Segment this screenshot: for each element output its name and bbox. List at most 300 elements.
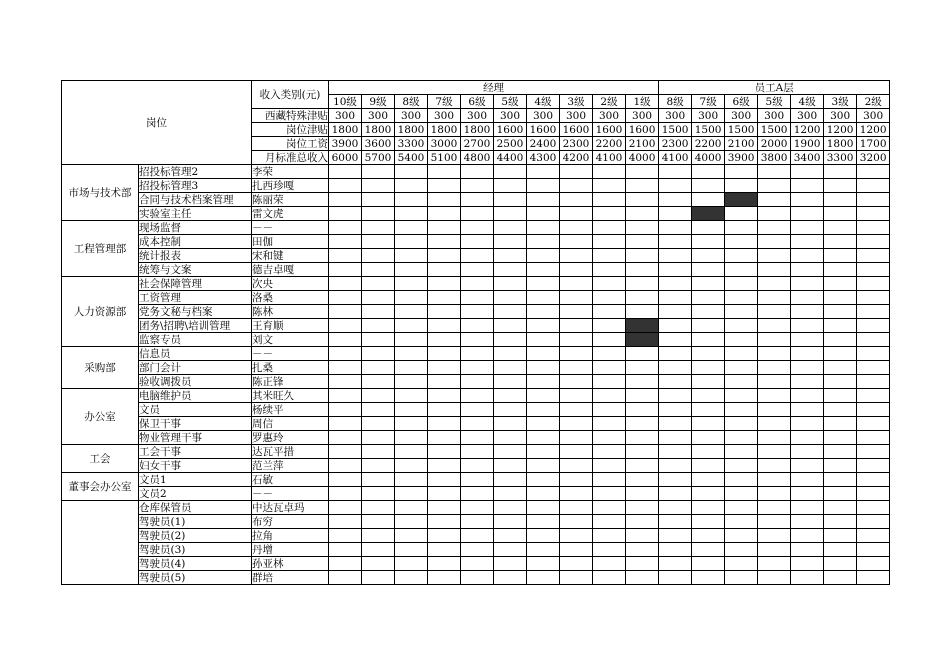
- grade-cell: [560, 333, 593, 347]
- pay-value: 300: [692, 109, 725, 123]
- grade-cell: [329, 431, 362, 445]
- pay-value: 3900: [725, 151, 758, 165]
- grade-cell: [593, 557, 626, 571]
- grade-cell: [428, 333, 461, 347]
- staff-row: [62, 543, 890, 557]
- grade-cell: [725, 165, 758, 179]
- grade-cell: [758, 543, 791, 557]
- grade-cell: [626, 221, 659, 235]
- grade-cell: [560, 193, 593, 207]
- grade-cell: [758, 249, 791, 263]
- grade-cell: [461, 207, 494, 221]
- grade-cell: [692, 417, 725, 431]
- grade-cell: [329, 459, 362, 473]
- grade-cell: [494, 291, 527, 305]
- grade-cell: [461, 529, 494, 543]
- grade-cell: [824, 291, 857, 305]
- grade-cell: [329, 235, 362, 249]
- grade-cell: [791, 263, 824, 277]
- grade-cell: [791, 417, 824, 431]
- position-name: 仓库保管员: [139, 501, 252, 515]
- pay-value: 300: [791, 109, 824, 123]
- grade-cell: [758, 221, 791, 235]
- grade-cell: [692, 347, 725, 361]
- pay-value: 4200: [560, 151, 593, 165]
- grade-cell: [593, 319, 626, 333]
- grade-cell: [791, 375, 824, 389]
- grade-cell: [725, 263, 758, 277]
- grade-cell: [857, 319, 890, 333]
- level-header: 10级: [329, 95, 362, 109]
- grade-cell: [857, 235, 890, 249]
- grade-cell: [791, 403, 824, 417]
- grade-cell: [626, 445, 659, 459]
- grade-cell: [527, 403, 560, 417]
- level-header: 7级: [692, 95, 725, 109]
- grade-cell: [395, 445, 428, 459]
- grade-cell: [725, 403, 758, 417]
- grade-cell: [692, 319, 725, 333]
- grade-cell: [758, 473, 791, 487]
- grade-cell: [527, 277, 560, 291]
- grade-cell: [824, 417, 857, 431]
- person-name: 范兰萍: [252, 459, 329, 473]
- grade-cell: [659, 571, 692, 585]
- grade-cell: [329, 179, 362, 193]
- grade-cell: [857, 179, 890, 193]
- grade-cell: [725, 361, 758, 375]
- grade-cell: [494, 459, 527, 473]
- department-name: 工程管理部: [62, 221, 139, 277]
- grade-cell: [428, 501, 461, 515]
- pay-value: 1800: [824, 137, 857, 151]
- grade-cell: [725, 375, 758, 389]
- grade-cell: [725, 501, 758, 515]
- staff-row: [62, 291, 890, 305]
- grade-cell: [428, 165, 461, 179]
- level-header: 2级: [593, 95, 626, 109]
- grade-cell: [560, 515, 593, 529]
- grade-cell: [428, 473, 461, 487]
- position-name: 成本控制: [139, 235, 252, 249]
- grade-cell: [857, 221, 890, 235]
- grade-cell: [362, 571, 395, 585]
- pay-value: 5100: [428, 151, 461, 165]
- grade-cell: [494, 235, 527, 249]
- grade-cell: [857, 193, 890, 207]
- grade-cell: [362, 277, 395, 291]
- grade-cell: [527, 235, 560, 249]
- grade-cell: [428, 529, 461, 543]
- grade-cell: [824, 529, 857, 543]
- grade-cell: [758, 459, 791, 473]
- position-name: 驾驶员(3): [139, 543, 252, 557]
- grade-cell: [857, 403, 890, 417]
- person-name: 拉角: [252, 529, 329, 543]
- income-category-header: 收入类别(元): [252, 81, 329, 109]
- grade-cell: [824, 403, 857, 417]
- grade-cell: [758, 389, 791, 403]
- grade-cell: [362, 207, 395, 221]
- grade-cell: [329, 515, 362, 529]
- grade-cell: [791, 221, 824, 235]
- grade-cell: [791, 305, 824, 319]
- grade-cell: [791, 193, 824, 207]
- grade-cell: [791, 361, 824, 375]
- grade-cell: [857, 487, 890, 501]
- grade-cell: [626, 305, 659, 319]
- level-header: 6级: [725, 95, 758, 109]
- staff-row: [62, 375, 890, 389]
- grade-cell: [329, 305, 362, 319]
- grade-cell: [626, 571, 659, 585]
- staff-row: [62, 277, 890, 291]
- grade-cell: [593, 473, 626, 487]
- person-name: 布穷: [252, 515, 329, 529]
- grade-cell: [362, 249, 395, 263]
- grade-cell: [659, 249, 692, 263]
- position-name: 统计报表: [139, 249, 252, 263]
- grade-cell: [428, 347, 461, 361]
- person-name: 雷文虎: [252, 207, 329, 221]
- pay-row-label: 岗位津贴: [252, 123, 329, 137]
- grade-cell: [659, 473, 692, 487]
- grade-cell: [659, 501, 692, 515]
- grade-cell: [527, 571, 560, 585]
- staff-row: [62, 571, 890, 585]
- grade-cell: [395, 403, 428, 417]
- grade-cell: [659, 333, 692, 347]
- grade-cell: [593, 249, 626, 263]
- staff-row: [62, 179, 890, 193]
- grade-cell: [494, 179, 527, 193]
- grade-cell: [758, 319, 791, 333]
- grade-cell: [593, 389, 626, 403]
- grade-cell: [461, 487, 494, 501]
- grade-cell: [461, 291, 494, 305]
- grade-cell: [659, 529, 692, 543]
- grade-cell: [626, 557, 659, 571]
- grade-cell: [527, 249, 560, 263]
- grade-cell: [593, 543, 626, 557]
- grade-cell: [758, 417, 791, 431]
- grade-cell: [560, 361, 593, 375]
- grade-cell: [824, 515, 857, 529]
- grade-cell: [758, 263, 791, 277]
- grade-cell: [725, 459, 758, 473]
- grade-cell: [362, 515, 395, 529]
- pay-row-label: 岗位工资: [252, 137, 329, 151]
- grade-cell: [626, 375, 659, 389]
- grade-cell: [329, 389, 362, 403]
- grade-cell: [593, 263, 626, 277]
- grade-cell: [527, 179, 560, 193]
- person-name: 周信: [252, 417, 329, 431]
- grade-cell: [758, 431, 791, 445]
- grade-cell: [395, 207, 428, 221]
- grade-cell: [725, 221, 758, 235]
- grade-cell: [593, 459, 626, 473]
- grade-cell: [692, 501, 725, 515]
- person-name: 其米旺久: [252, 389, 329, 403]
- grade-cell: [626, 235, 659, 249]
- position-name: 社会保障管理: [139, 277, 252, 291]
- department-name: [62, 501, 139, 585]
- position-name: 部门会计: [139, 361, 252, 375]
- pay-value: 300: [758, 109, 791, 123]
- grade-cell: [791, 249, 824, 263]
- grade-cell: [593, 305, 626, 319]
- grade-cell: [626, 431, 659, 445]
- grade-cell: [461, 557, 494, 571]
- grade-cell: [362, 431, 395, 445]
- grade-cell: [758, 501, 791, 515]
- pay-value: 300: [560, 109, 593, 123]
- pay-value: 3000: [428, 137, 461, 151]
- grade-cell: [791, 473, 824, 487]
- person-name: 杨续平: [252, 403, 329, 417]
- grade-cell: [395, 333, 428, 347]
- grade-cell: [659, 375, 692, 389]
- level-header: 9级: [362, 95, 395, 109]
- grade-cell: [395, 165, 428, 179]
- grade-cell: [659, 207, 692, 221]
- staff-row: [62, 221, 890, 235]
- grade-cell: [560, 473, 593, 487]
- grade-cell: [428, 445, 461, 459]
- grade-cell: [362, 347, 395, 361]
- grade-cell: [494, 165, 527, 179]
- grade-cell: [329, 319, 362, 333]
- pay-value: 2700: [461, 137, 494, 151]
- staff-row: [62, 403, 890, 417]
- grade-cell: [692, 529, 725, 543]
- grade-cell-marked: [692, 207, 725, 221]
- pay-value: 300: [395, 109, 428, 123]
- position-name: 文员2: [139, 487, 252, 501]
- grade-cell: [758, 571, 791, 585]
- grade-cell: [428, 557, 461, 571]
- grade-cell: [758, 445, 791, 459]
- grade-cell: [758, 179, 791, 193]
- grade-cell: [428, 193, 461, 207]
- grade-cell: [692, 277, 725, 291]
- grade-cell: [461, 235, 494, 249]
- pay-value: 300: [824, 109, 857, 123]
- person-name: 扎西珍嘎: [252, 179, 329, 193]
- staff-row: [62, 333, 890, 347]
- staff-row: [62, 235, 890, 249]
- grade-cell: [329, 249, 362, 263]
- pay-value: 1200: [857, 123, 890, 137]
- grade-cell: [395, 417, 428, 431]
- grade-cell: [362, 291, 395, 305]
- grade-cell: [461, 347, 494, 361]
- grade-cell: [593, 487, 626, 501]
- pay-value: 300: [494, 109, 527, 123]
- grade-cell: [659, 557, 692, 571]
- grade-cell: [494, 375, 527, 389]
- grade-cell: [362, 543, 395, 557]
- person-name: 刘文: [252, 333, 329, 347]
- grade-cell: [725, 557, 758, 571]
- grade-cell: [626, 179, 659, 193]
- pay-value: 1800: [395, 123, 428, 137]
- grade-cell: [560, 305, 593, 319]
- grade-cell: [428, 375, 461, 389]
- grade-cell: [692, 333, 725, 347]
- pay-value: 2300: [560, 137, 593, 151]
- grade-cell: [659, 277, 692, 291]
- grade-cell: [362, 179, 395, 193]
- grade-cell-marked: [626, 319, 659, 333]
- grade-cell: [329, 375, 362, 389]
- pay-value: 6000: [329, 151, 362, 165]
- grade-cell: [758, 305, 791, 319]
- grade-cell: [824, 347, 857, 361]
- person-name: 宋和键: [252, 249, 329, 263]
- grade-cell: [593, 235, 626, 249]
- grade-cell: [692, 543, 725, 557]
- grade-cell: [395, 571, 428, 585]
- grade-cell: [461, 445, 494, 459]
- staff-row: [62, 529, 890, 543]
- pay-row-label: 月标准总收入: [252, 151, 329, 165]
- position-name: 信息员: [139, 347, 252, 361]
- pay-value: 1600: [560, 123, 593, 137]
- grade-cell: [428, 403, 461, 417]
- position-name: 招投标管理3: [139, 179, 252, 193]
- position-name: 工资管理: [139, 291, 252, 305]
- grade-cell: [692, 571, 725, 585]
- grade-cell: [626, 291, 659, 305]
- grade-cell: [461, 501, 494, 515]
- pay-value: 3400: [791, 151, 824, 165]
- grade-cell: [857, 417, 890, 431]
- grade-cell: [758, 515, 791, 529]
- grade-cell: [626, 403, 659, 417]
- grade-cell: [494, 277, 527, 291]
- grade-cell: [626, 459, 659, 473]
- grade-cell: [659, 221, 692, 235]
- grade-cell: [626, 165, 659, 179]
- department-name: 办公室: [62, 389, 139, 445]
- grade-cell: [362, 333, 395, 347]
- pay-value: 2200: [593, 137, 626, 151]
- grade-cell: [395, 319, 428, 333]
- grade-cell: [659, 361, 692, 375]
- grade-cell: [791, 347, 824, 361]
- staff-row: [62, 557, 890, 571]
- pay-value: 5400: [395, 151, 428, 165]
- level-header: 5级: [758, 95, 791, 109]
- grade-cell: [395, 473, 428, 487]
- grade-cell: [560, 501, 593, 515]
- grade-cell: [560, 403, 593, 417]
- grade-cell: [560, 319, 593, 333]
- grade-cell: [593, 501, 626, 515]
- grade-cell: [824, 445, 857, 459]
- grade-cell: [395, 487, 428, 501]
- grade-cell: [461, 389, 494, 403]
- grade-cell: [461, 179, 494, 193]
- pay-value: 2200: [692, 137, 725, 151]
- grade-cell: [560, 417, 593, 431]
- grade-cell: [692, 459, 725, 473]
- grade-cell: [758, 375, 791, 389]
- grade-cell: [494, 193, 527, 207]
- grade-cell: [428, 277, 461, 291]
- grade-cell: [659, 193, 692, 207]
- grade-cell: [527, 221, 560, 235]
- grade-cell: [494, 501, 527, 515]
- manager-group-header: 经理: [329, 81, 659, 95]
- grade-cell: [494, 529, 527, 543]
- grade-cell: [329, 207, 362, 221]
- grade-cell: [824, 165, 857, 179]
- level-header: 3级: [824, 95, 857, 109]
- grade-cell: [362, 403, 395, 417]
- grade-cell: [791, 389, 824, 403]
- pay-value: 300: [725, 109, 758, 123]
- grade-cell: [494, 557, 527, 571]
- person-name: －－: [252, 221, 329, 235]
- grade-cell: [560, 277, 593, 291]
- grade-cell: [395, 347, 428, 361]
- grade-cell: [395, 361, 428, 375]
- staff-row: [62, 193, 890, 207]
- grade-cell: [395, 193, 428, 207]
- grade-cell: [395, 277, 428, 291]
- grade-cell: [692, 445, 725, 459]
- grade-cell: [692, 221, 725, 235]
- grade-cell: [857, 207, 890, 221]
- grade-cell: [527, 459, 560, 473]
- grade-cell: [758, 361, 791, 375]
- level-header: 7级: [428, 95, 461, 109]
- grade-cell: [824, 333, 857, 347]
- grade-cell: [692, 375, 725, 389]
- position-name: 文员: [139, 403, 252, 417]
- pay-value: 300: [362, 109, 395, 123]
- person-name: 孙亚林: [252, 557, 329, 571]
- pay-value: 3300: [824, 151, 857, 165]
- grade-cell: [857, 515, 890, 529]
- grade-cell: [362, 445, 395, 459]
- grade-cell: [593, 571, 626, 585]
- staff-row: [62, 249, 890, 263]
- grade-cell: [362, 193, 395, 207]
- person-name: 次央: [252, 277, 329, 291]
- pay-value: 1600: [527, 123, 560, 137]
- grade-cell: [857, 389, 890, 403]
- staff-row: [62, 431, 890, 445]
- level-header: 1级: [626, 95, 659, 109]
- grade-cell: [857, 333, 890, 347]
- position-name: 监察专员: [139, 333, 252, 347]
- grade-cell: [725, 515, 758, 529]
- grade-cell: [428, 263, 461, 277]
- grade-cell: [494, 305, 527, 319]
- grade-cell: [461, 277, 494, 291]
- grade-cell: [626, 277, 659, 291]
- grade-cell: [692, 473, 725, 487]
- pay-value: 2100: [725, 137, 758, 151]
- grade-cell: [824, 249, 857, 263]
- position-name: 现场监督: [139, 221, 252, 235]
- grade-cell: [560, 263, 593, 277]
- grade-cell: [692, 389, 725, 403]
